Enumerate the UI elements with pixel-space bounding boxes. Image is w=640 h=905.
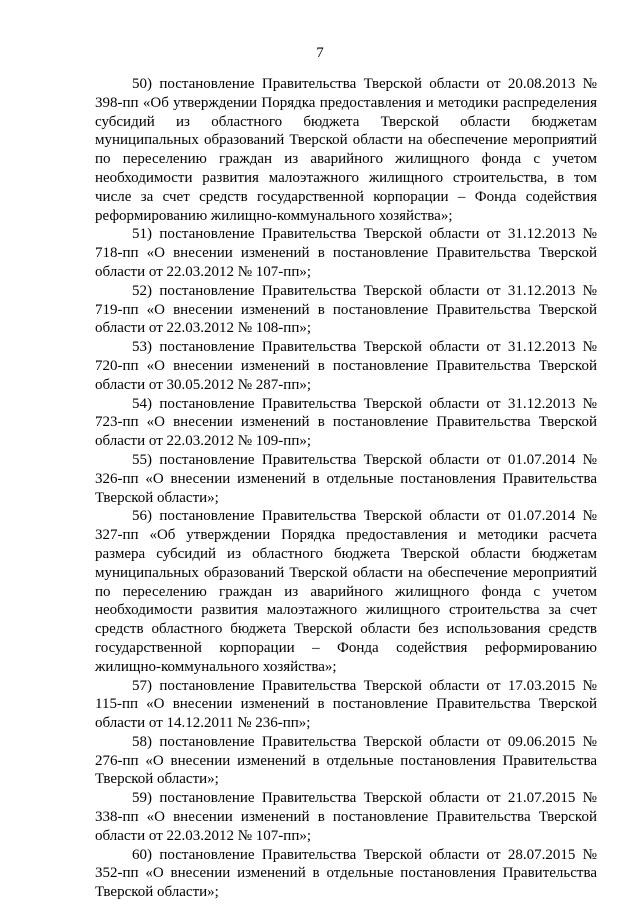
list-item-56: 56) постановление Правительства Тверской области от 01.07.2014 № 327-пп «Об утверждении Порядка предоставления и методики расчета размера субсидий из областного бюджета Тверской области бюджетам муниципальных образований Тверской области на обеспечение мероприятий по переселению граждан из аварийного жилищного фонда с учетом необходимости развития малоэтажного жилищного строительства за счет средств областного бюджета Тверской области без использования средств государственной корпорации – Фонда содействия реформированию жилищно-коммунального хозяйства»; [95, 508, 597, 675]
list-item-53: 53) постановление Правительства Тверской области от 31.12.2013 № 720-пп «О внесении изменений в постановление Правительства Тверской области от 30.05.2012 № 287-пп»; [95, 339, 597, 393]
list-item-58: 58) постановление Правительства Тверской области от 09.06.2015 № 276-пп «О внесении изменений в отдельные постановления Правительства Тверской области»; [95, 733, 597, 788]
list-item-59: 59) постановление Правительства Тверской области от 21.07.2015 № 338-пп «О внесении изменений в постановление Правительства Тверской области от 22.03.2012 № 107-пп»; [95, 790, 597, 844]
page-number: 7 [316, 45, 324, 61]
list-item-54: 54) постановление Правительства Тверской области от 31.12.2013 № 723-пп «О внесении изменений в постановление Правительства Тверской области от 22.03.2012 № 109-пп»; [95, 395, 597, 450]
list-item-60: 60) постановление Правительства Тверской области от 28.07.2015 № 352-пп «О внесении изменений в отдельные постановления Правительства Тверской области»; [95, 846, 597, 901]
list-item-50: 50) постановление Правительства Тверской области от 20.08.2013 № 398-пп «Об утверждении Порядка предоставления и методики распределения субсидий из областного бюджета Тверской области бюджетам муниципальных образований Тверской области на обеспечение мероприятий по переселению граждан из аварийного жилищного фонда с учетом необходимости развития малоэтажного жилищного строительства, в том числе за счет средств государственной корпорации – Фонда содействия реформированию жилищно-коммунального хозяйства»; [95, 76, 597, 224]
list-item-55: 55) постановление Правительства Тверской области от 01.07.2014 № 326-пп «О внесении изменений в отдельные постановления Правительства Тверской области»; [95, 451, 597, 506]
list-item-57: 57) постановление Правительства Тверской области от 17.03.2015 № 115-пп «О внесении изменений в постановление Правительства Тверской области от 14.12.2011 № 236-пп»; [95, 677, 597, 732]
document-body [95, 75, 597, 902]
list-item-51: 51) постановление Правительства Тверской области от 31.12.2013 № 718-пп «О внесении изменений в постановление Правительства Тверской области от 22.03.2012 № 107-пп»; [95, 226, 597, 280]
list-item-52: 52) постановление Правительства Тверской области от 31.12.2013 № 719-пп «О внесении изменений в постановление Правительства Тверской области от 22.03.2012 № 108-пп»; [95, 282, 597, 337]
